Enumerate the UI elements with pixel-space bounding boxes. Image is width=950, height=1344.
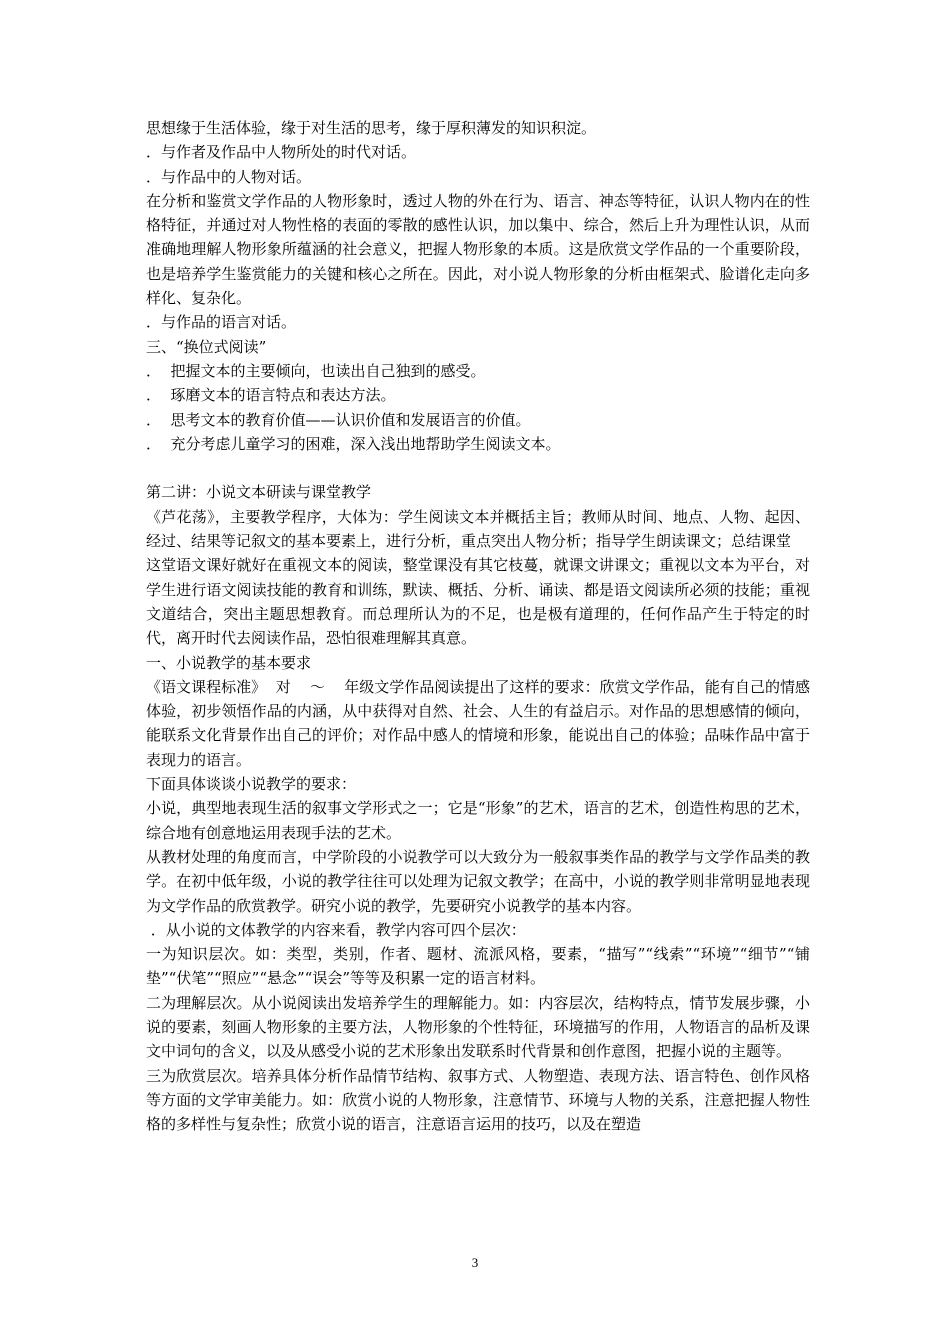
list-item: ． 充分考虑儿童学习的困难，深入浅出地帮助学生阅读文本。	[146, 434, 561, 453]
paragraph: 二为理解层次。从小说阅读出发培养学生的理解能力。如：内容层次，结构特点，情节发展步骤，小说的要素，刻画人物形象的主要方法，人物形象的个性特征，环境描写的作用，人物语言的品析及课文中词句的含义，以及从感受小说的艺术形象出发联系时代背景和创作意图，把握小说的主题等。	[146, 993, 810, 1061]
page-number: 3	[471, 1255, 479, 1270]
paragraph: 小说，典型地表现生活的叙事文学形式之一；它是“形象”的艺术，语言的艺术，创造性构思的艺术，综合地有创意地运用表现手法的艺术。	[146, 799, 810, 842]
blank-line	[146, 456, 810, 480]
paragraph: 在分析和鉴赏文学作品的人物形象时，透过人物的外在行为、语言、神态等特征，认识人物内在的性格特征，并通过对人物性格的表面的零散的感性认识，加以集中、综合，然后上升为理性认识，从而准确地理解人物形象所蕴涵的社会意义，把握人物形象的本质。这是欣赏文学作品的一个重要阶段，也是培养学生鉴赏能力的关键和核心之所在。因此，对小说人物形象的分析由框架式、脸谱化走向多样化、复杂化。	[146, 191, 810, 308]
paragraph: 下面具体谈谈小说教学的要求：	[146, 775, 357, 794]
paragraph: 一为知识层次。如：类型，类别，作者、题材、流派风格，要素，“描写”“线索”“环境”“细节”“铺垫”“伏笔”“照应”“悬念”“误会”等等及积累一定的语言材料。	[146, 945, 810, 988]
paragraph: ．从小说的文体教学的内容来看，教学内容可四个层次：	[146, 920, 526, 939]
document-body	[146, 116, 810, 1136]
paragraph: ．与作者及作品中人物所处的时代对话。	[146, 143, 417, 162]
paragraph: ．与作品中的人物对话。	[146, 167, 312, 186]
lecture-title: 第二讲：小说文本研读与课堂教学	[146, 483, 372, 502]
section-heading: 三、“换位式阅读”	[146, 337, 267, 356]
paragraph: 三为欣赏层次。培养具体分析作品情节结构、叙事方式、人物塑造、表现方法、语言特色、创作风格等方面的文学审美能力。如：欣赏小说的人物形象，注意情节、环境与人物的关系，注意把握人物性格的多样性与复杂性；欣赏小说的语言，注意语言运用的技巧，以及在塑造	[146, 1066, 810, 1134]
list-item: ． 把握文本的主要倾向，也读出自己独到的感受。	[146, 361, 486, 380]
list-item: ． 思考文本的教育价值——认识价值和发展语言的价值。	[146, 410, 531, 429]
paragraph: 思想缘于生活体验，缘于对生活的思考，缘于厚积薄发的知识积淀。	[146, 119, 597, 137]
paragraph: 这堂语文课好就好在重视文本的阅读，整堂课没有其它枝蔓，就课文讲课文；重视以文本为平台，对学生进行语文阅读技能的教育和训练，默读、概括、分析、诵读、都是语文阅读所必须的技能；重视文道结合，突出主题思想教育。而总理所认为的不足，也是极有道理的，任何作品产生于特定的时代，离开时代去阅读作品，恐怕很难理解其真意。	[146, 556, 810, 648]
paragraph: 从教材处理的角度而言，中学阶段的小说教学可以大致分为一般叙事类作品的教学与文学作品类的教学。在初中低年级，小说的教学往往可以处理为记叙文教学；在高中，小说的教学则非常明显地表现为文学作品的欣赏教学。研究小说的教学，先要研究小说教学的基本内容。	[146, 847, 810, 915]
list-item: ． 琢磨文本的语言特点和表达方法。	[146, 386, 396, 405]
paragraph: ．与作品的语言对话。	[146, 313, 297, 332]
section-heading: 一、小说教学的基本要求	[146, 653, 312, 672]
paragraph: 《语文课程标准》 对 ～ 年级文学作品阅读提出了这样的要求：欣赏文学作品，能有自己的情感体验，初步领悟作品的内涵，从中获得对自然、社会、人生的有益启示。对作品的思想感情的倾向，能联系文化背景作出自己的评价；对作品中感人的情境和形象，能说出自己的体验；品味作品中富于表现力的语言。	[146, 677, 810, 769]
paragraph: 《芦花荡》，主要教学程序，大体为：学生阅读文本并概括主旨；教师从时间、地点、人物、起因、经过、结果等记叙文的基本要素上，进行分析，重点突出人物分析；指导学生朗读课文；总结课堂	[146, 507, 810, 551]
